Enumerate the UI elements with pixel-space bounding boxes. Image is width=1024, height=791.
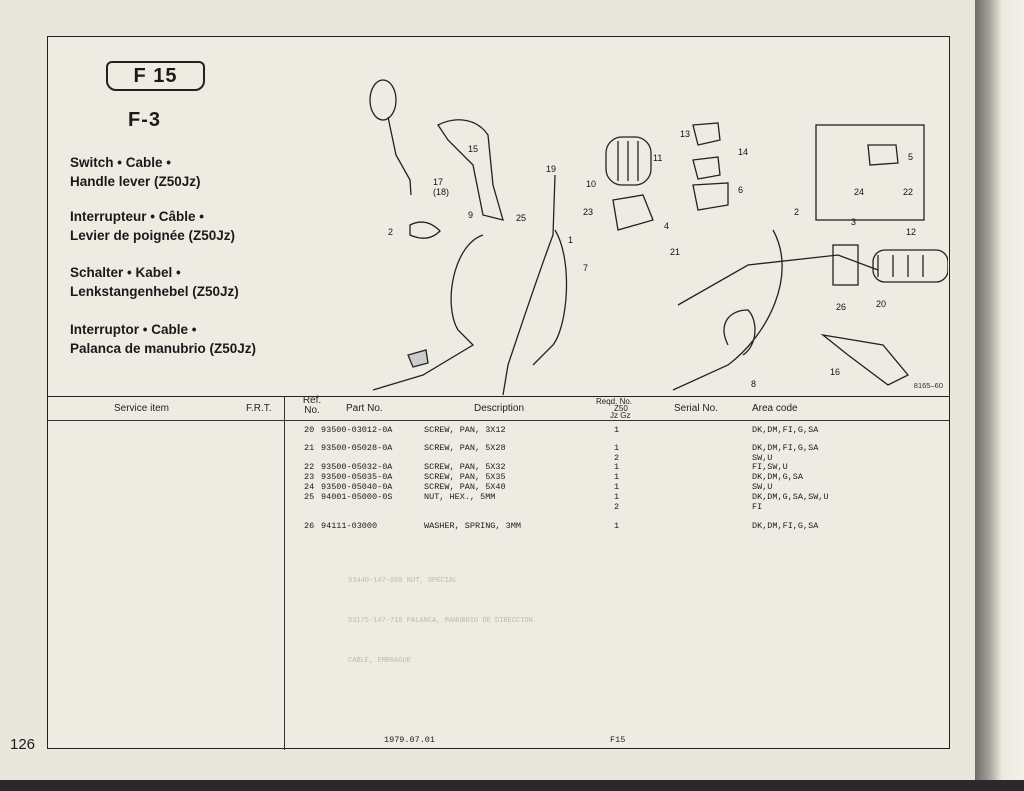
label-25: 25	[516, 213, 527, 223]
label-16: 16	[830, 367, 841, 377]
clamp-part	[410, 222, 440, 238]
handlebar	[678, 255, 878, 305]
cable-9	[373, 235, 483, 390]
header-variants: Jz Gz	[610, 411, 631, 420]
label-23: 23	[583, 207, 594, 217]
footer-code: F15	[610, 735, 626, 745]
label-20: 20	[876, 299, 887, 309]
header-description: Description	[474, 403, 525, 414]
throttle-cable	[503, 175, 555, 395]
label-10: 10	[586, 179, 597, 189]
diagram-number: 8165–60	[913, 381, 943, 390]
label-2b: 2	[794, 207, 800, 217]
label-22: 22	[903, 187, 914, 197]
title-spanish: Interruptor • Cable • Palanca de manubrio (Z50Jz)	[70, 322, 257, 356]
label-15: 15	[468, 144, 479, 154]
footer-date: 1979.07.01	[384, 735, 436, 745]
label-8: 8	[751, 379, 757, 389]
header-reqd-no: Reqd. No.	[596, 397, 633, 406]
switch-14	[693, 157, 720, 179]
section-badge: F 15	[106, 61, 205, 91]
scan-bottom-edge	[0, 780, 1024, 791]
label-21: 21	[670, 247, 681, 257]
header-area-code: Area code	[752, 403, 798, 414]
section-subcode: F-3	[128, 109, 161, 131]
page-number: 126	[10, 736, 36, 753]
brake-lever	[823, 335, 908, 385]
table-header-divider	[48, 420, 949, 421]
label-2: 2	[388, 227, 394, 237]
cable-8	[724, 310, 755, 355]
label-24: 24	[854, 187, 865, 197]
label-12: 12	[906, 227, 917, 237]
label-6: 6	[738, 185, 744, 195]
parts-sheet: F 15 F-3 Switch • Cable • Handle lever (Z50Jz) Interrupteur • Câble • Levier de poignée (Z50Jz) Schalter • Kabel • Lenkstangenhebel (Z50Jz) Interruptor • Cable • Palanca de manubrio (Z50Jz) 17 (18) 15 19 2 9 25 1 7 10 11 13 14 6 4 23 21 2 24 22 5 3 12 26 20 8 16 8165–60 Service item F.R.T. Ref. No. Part No. Description Reqd. No. Z50 Jz Gz Serial No. Area code 20 93500-03012-0A SCREW, PAN, 3X12 1 DK,DM,FI,G,SA 21 93500-05028-0A SCREW, PAN, 5X28 1 DK,DM,FI,G,SA 2 SW,U 22 93500-05032-0A SCREW, PAN, 5X32 1 FI,SW,U 23 93500-05035-0A SCREW, PAN, 5X35 1 DK,DM,G,SA 24 93500-05040-0A SCREW, PAN, 5X40 1 SW,U 25 94001-05000-0S NUT, HEX., 5MM 1 DK,DM,G,SA,SW,U 2 FI 26 94111-03000 WASHER, SPRING, 3MM 1 DK,DM,FI,G,SA 93440-147-600 NUT, SPECIAL 53175-147-710 PALANCA, MANUBRIO DE DIRECCION CABLE, EMBRAGUE 1979.07.01 F15	[47, 36, 950, 749]
mirror-stem	[388, 117, 411, 195]
label-4: 4	[664, 221, 670, 231]
label-5: 5	[908, 152, 914, 162]
label-19: 19	[546, 164, 557, 174]
label-1: 1	[568, 235, 574, 245]
detail-inset	[816, 125, 924, 220]
label-3: 3	[851, 217, 857, 227]
cable-1	[533, 230, 567, 365]
header-ref-no: Ref. No.	[302, 395, 322, 416]
switch-5	[868, 145, 898, 165]
header-frt: F.R.T.	[246, 403, 272, 414]
header-model: Z50	[614, 404, 628, 413]
title-french: Interrupteur • Câble • Levier de poignée (Z50Jz)	[70, 209, 236, 243]
switch-3	[833, 245, 858, 285]
label-11: 11	[653, 153, 663, 163]
label-17: 17	[433, 177, 444, 187]
book-binding-edge	[975, 0, 1024, 791]
label-26: 26	[836, 302, 847, 312]
clutch-lever	[438, 120, 503, 220]
label-7: 7	[583, 263, 589, 273]
header-service-item: Service item	[114, 403, 170, 414]
title-english: Switch • Cable • Handle lever (Z50Jz)	[70, 155, 201, 189]
mirror-part	[370, 80, 396, 120]
label-18: (18)	[433, 187, 450, 197]
switch-housing-4	[613, 195, 653, 230]
label-14: 14	[738, 147, 749, 157]
switch-13	[693, 123, 720, 145]
wire-harness	[673, 230, 782, 390]
header-part-no: Part No.	[346, 403, 383, 414]
right-grip	[873, 250, 948, 282]
col-divider-ref	[284, 396, 285, 750]
label-9: 9	[468, 210, 474, 220]
table-top-divider	[48, 396, 949, 397]
label-13: 13	[680, 129, 691, 139]
switch-6	[693, 183, 728, 210]
title-german: Schalter • Kabel • Lenkstangenhebel (Z50Jz)	[70, 265, 239, 299]
exploded-parts-diagram	[318, 45, 948, 400]
header-serial-no: Serial No.	[674, 403, 718, 414]
